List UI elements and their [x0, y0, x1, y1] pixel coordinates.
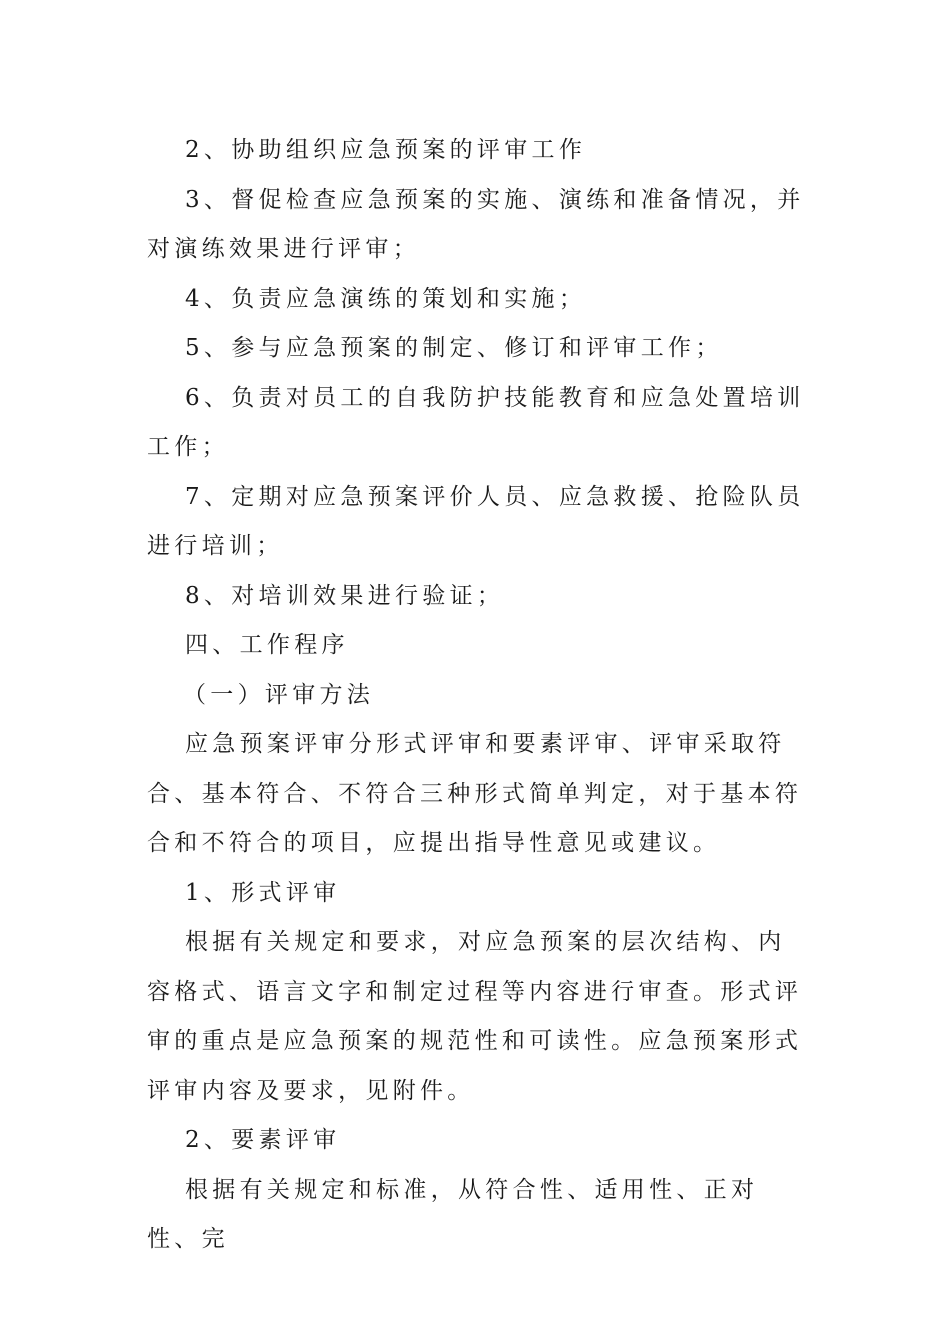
paragraph-form-review: 根据有关规定和要求，对应急预案的层次结构、内容格式、语言文字和制定过程等内容进行审查。形式评审的重点是应急预案的规范性和可读性。应急预案形式评审内容及要求，见附件。 [147, 929, 803, 1104]
paragraph-item-3: 3、督促检查应急预案的实施、演练和准备情况，并对演练效果进行评审； [147, 186, 805, 262]
paragraph-item-4: 4、负责应急演练的策划和实施； [185, 285, 587, 312]
section-heading-work-procedure: 四、工作程序 [185, 632, 349, 658]
paragraph-item-5: 5、参与应急预案的制定、修订和评审工作； [185, 335, 723, 361]
subsection-heading-review-method: （一）评审方法 [183, 681, 375, 708]
item-heading-form-review: 1、形式评审 [185, 879, 341, 906]
paragraph-item-6: 6、负责对员工的自我防护技能教育和应急处置培训工作； [147, 384, 805, 460]
document-body [147, 126, 807, 1265]
paragraph-item-7: 7、定期对应急预案评价人员、应急救援、抢险队员进行培训； [147, 483, 805, 559]
paragraph-review-method: 应急预案评审分形式评审和要素评审、评审采取符合、基本符合、不符合三种形式简单判定，对于基本符合和不符合的项目，应提出指导性意见或建议。 [147, 731, 803, 856]
paragraph-item-8: 8、对培训效果进行验证； [185, 582, 505, 609]
paragraph-element-review: 根据有关规定和标准，从符合性、适用性、正对性、完 [147, 1176, 759, 1252]
paragraph-item-2: 2、协助组织应急预案的评审工作 [185, 137, 587, 163]
item-heading-element-review: 2、要素评审 [185, 1127, 341, 1153]
